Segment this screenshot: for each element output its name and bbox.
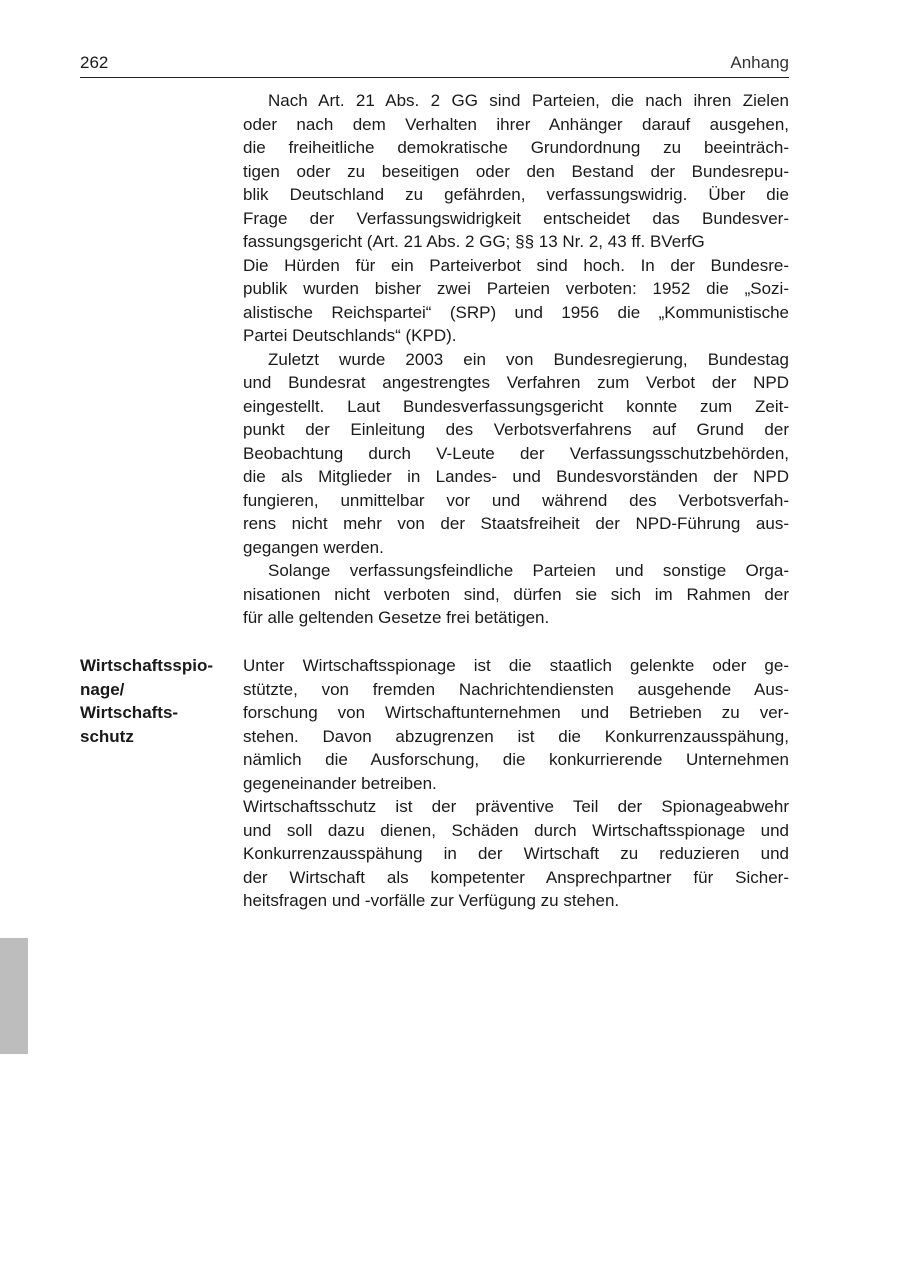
text-line: Wirtschaftsschutz ist der präventive Teil der Spionageabwehr (243, 797, 789, 816)
text-line: Unter Wirtschaftsspionage ist die staatlich gelenkte oder ge- (243, 656, 789, 675)
text-line: stehen. Davon abzugrenzen ist die Konkurrenzausspähung, (243, 726, 789, 746)
text-line: Solange verfassungsfeindliche Parteien und sonstige Orga- (268, 561, 789, 580)
text-line: Beobachtung durch V-Leute der Verfassungsschutzbehörden, (243, 443, 789, 463)
text-line: Konkurrenzausspähung in der Wirtschaft zu reduzieren und (243, 844, 789, 863)
text-line: fungieren, unmittelbar vor und während des Verbotsverfah- (243, 490, 789, 510)
text-line: rens nicht mehr von der Staatsfreiheit der NPD-Führung aus- (243, 514, 789, 533)
thumb-index-tab (0, 938, 28, 1054)
text-line: nisationen nicht verboten sind, dürfen sie sich im Rahmen der (243, 584, 789, 604)
text-line: gegeneinander betreiben. (243, 773, 437, 793)
text-line: Frage der Verfassungswidrigkeit entscheidet das Bundesver- (243, 208, 789, 228)
text-line: nämlich die Ausforschung, die konkurrierende Unternehmen (243, 750, 789, 769)
text-line: alistische Reichspartei“ (SRP) und 1956 die „Kommunistische (243, 302, 789, 322)
text-line: Zuletzt wurde 2003 ein von Bundesregierung, Bundestag (268, 349, 789, 369)
text-line: tigen oder zu beseitigen oder den Bestand der Bundesrepu- (243, 161, 789, 181)
section-title: Anhang (730, 53, 789, 72)
text-line: punkt der Einleitung des Verbotsverfahrens auf Grund der (243, 420, 789, 439)
text-line: für alle geltenden Gesetze frei betätigen. (243, 608, 550, 627)
page-number: 262 (80, 53, 109, 72)
text-line: publik wurden bisher zwei Parteien verboten: 1952 die „Sozi- (243, 279, 789, 298)
running-header (80, 53, 789, 78)
text-line: die als Mitglieder in Landes- und Bundesvorständen der NPD (243, 467, 789, 486)
text-line: gegangen werden. (243, 537, 384, 557)
term-line: nage/ (80, 679, 125, 699)
text-line: blik Deutschland zu gefährden, verfassungswidrig. Über die (243, 185, 789, 204)
text-line: oder nach dem Verhalten ihrer Anhänger darauf ausgehen, (243, 114, 789, 134)
text-line: die freiheitliche demokratische Grundordnung zu beeinträch- (243, 138, 789, 157)
glossary-term (80, 654, 240, 748)
text-line: Nach Art. 21 Abs. 2 GG sind Parteien, die nach ihren Zielen (268, 91, 789, 110)
text-line: heitsfragen und -vorfälle zur Verfügung zu stehen. (243, 891, 620, 910)
text-line: fassungsgericht (Art. 21 Abs. 2 GG; §§ 13 Nr. 2, 43 ff. BVerfG (243, 232, 705, 251)
term-line: Wirtschafts- (80, 703, 179, 722)
text-line: der Wirtschaft als kompetenter Ansprechpartner für Sicher- (243, 867, 789, 887)
text-line: eingestellt. Laut Bundesverfassungsgericht konnte zum Zeit- (243, 396, 789, 416)
glossary-definition (243, 654, 789, 913)
text-line: stützte, von fremden Nachrichtendiensten ausgehende Aus- (243, 679, 789, 699)
term-line: Wirtschaftsspio- (80, 656, 214, 675)
text-line: forschung von Wirtschaftunternehmen und Betrieben zu ver- (243, 703, 789, 722)
text-line: und soll dazu dienen, Schäden durch Wirtschaftsspionage und (243, 820, 789, 840)
body-text-block (243, 89, 789, 630)
text-line: Die Hürden für ein Parteiverbot sind hoch. In der Bundesre- (243, 255, 789, 275)
text-line: Partei Deutschlands“ (KPD). (243, 326, 457, 345)
term-line: schutz (80, 726, 134, 746)
text-line: und Bundesrat angestrengtes Verfahren zum Verbot der NPD (243, 373, 789, 392)
